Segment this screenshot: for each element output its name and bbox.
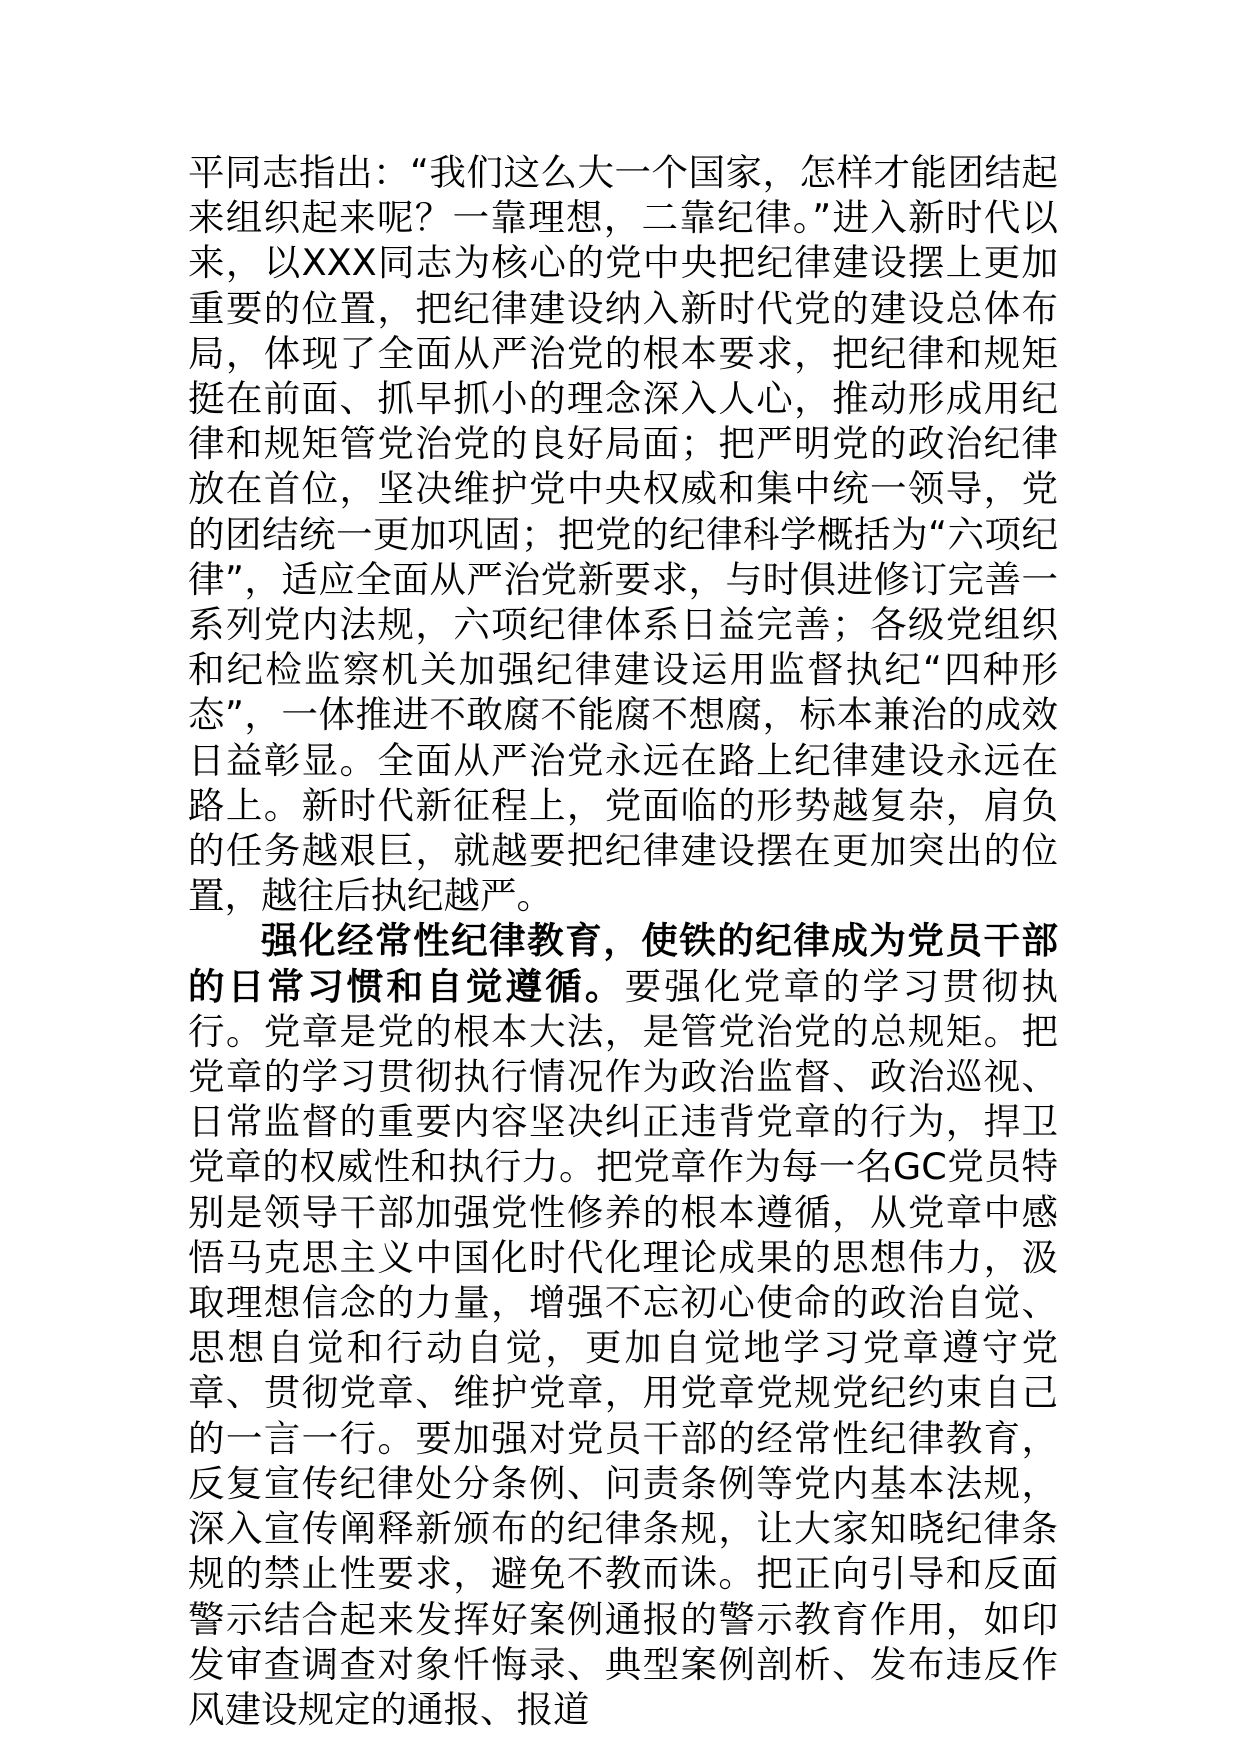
paragraph-heading-bold: 强化经常性纪律教育，使铁的纪律成为党员干部的日常习惯和自觉遵循。 <box>188 919 1058 1008</box>
paragraph-discipline-education <box>188 918 1058 1732</box>
paragraph-discipline-education-text: 要强化党章的学习贯彻执行。党章是党的根本大法，是管党治党的总规矩。把党章的学习贯彻执行情况作为政治监督、政治巡视、日常监督的重要内容坚决纠正违背党章的行为，捍卫党章的权威性和执行力。把党章作为每一名GC党员特别是领导干部加强党性修养的根本遵循，从党章中感悟马克思主义中国化时代化理论成果的思想伟力，汲取理想信念的力量，增强不忘初心使命的政治自觉、思想自觉和行动自觉，更加自觉地学习党章遵守党章、贯彻党章、维护党章，用党章党规党纪约束自己的一言一行。要加强对党员干部的经常性纪律教育，反复宣传纪律处分条例、问责条例等党内基本法规，深入宣传阐释新颁布的纪律条规，让大家知晓纪律条规的禁止性要求，避免不教而诛。把正向引导和反面警示结合起来发挥好案例通报的警示教育作用，如印发审查调查对象忏悔录、典型案例剖析、发布违反作风建设规定的通报、报道 <box>188 964 1059 1731</box>
document-body <box>188 150 1058 1732</box>
paragraph-intro-text: 平同志指出：“我们这么大一个国家，怎样才能团结起来组织起来呢？一靠理想，二靠纪律。”进入新时代以来，以XXX同志为核心的党中央把纪律建设摆上更加重要的位置，把纪律建设纳入新时代党的建设总体布局，体现了全面从严治党的根本要求，把纪律和规矩挺在前面、抓早抓小的理念深入人心，推动形成用纪律和规矩管党治党的良好局面；把严明党的政治纪律放在首位，坚决维护党中央权威和集中统一领导，党的团结统一更加巩固；把党的纪律科学概括为“六项纪律”，适应全面从严治党新要求，与时俱进修订完善一系列党内法规，六项纪律体系日益完善；各级党组织和纪检监察机关加强纪律建设运用监督执纪“四种形态”，一体推进不敢腐不能腐不想腐，标本兼治的成效日益彰显。全面从严治党永远在路上纪律建设永远在路上。新时代新征程上，党面临的形势越复杂，肩负的任务越艰巨，就越要把纪律建设摆在更加突出的位置，越往后执纪越严。 <box>188 151 1058 918</box>
paragraph-intro <box>188 150 1058 918</box>
